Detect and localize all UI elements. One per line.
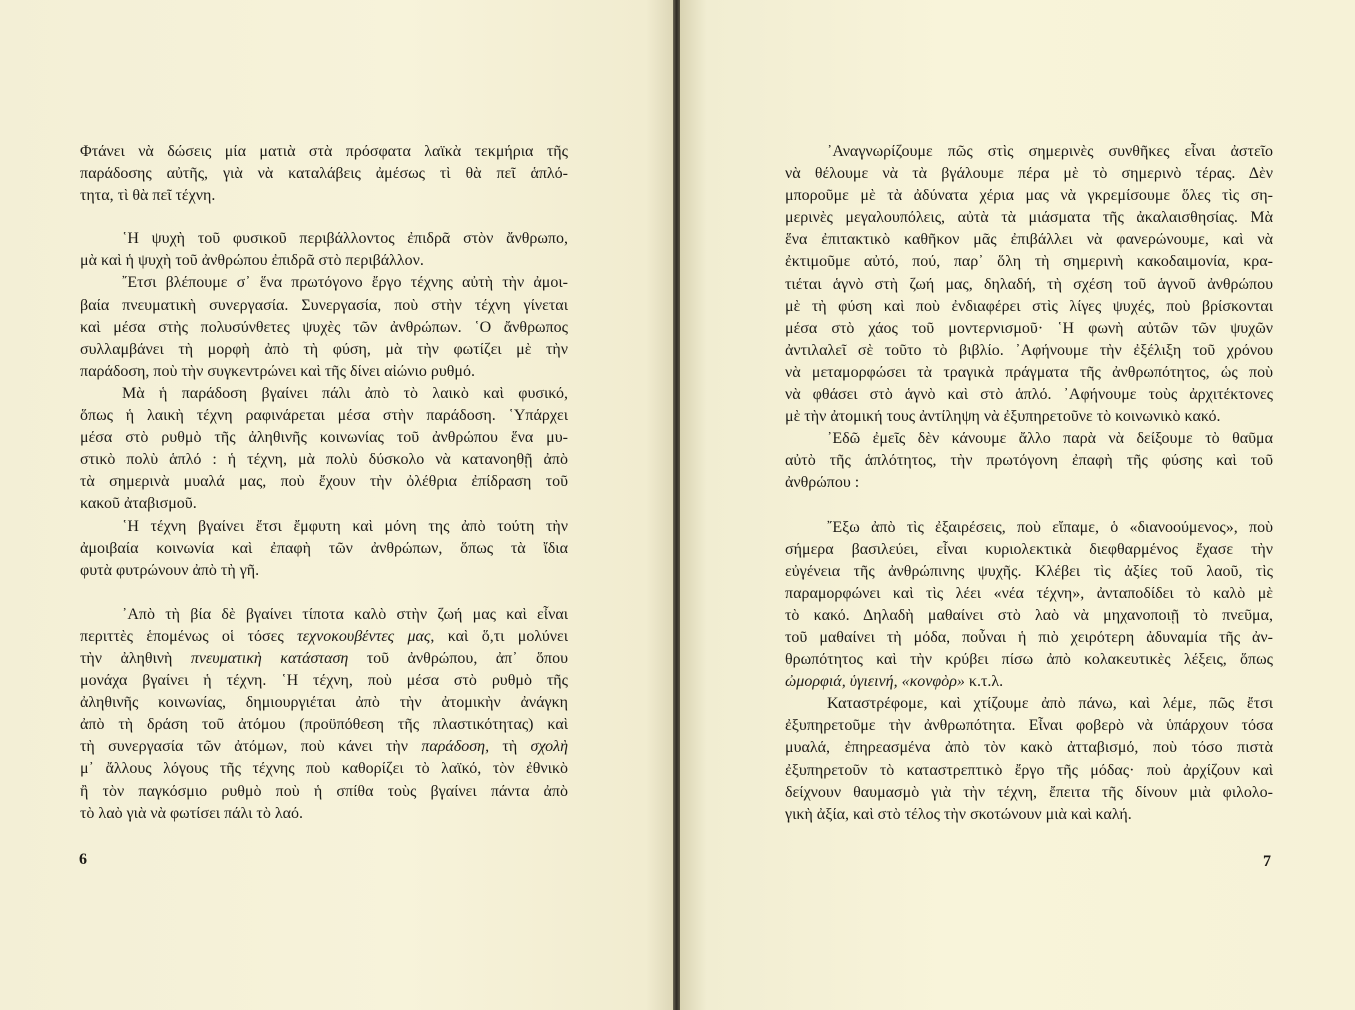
paragraph <box>785 517 1273 694</box>
text-line: μὲ τὴν ἀτομική τους ἀντίληψη νὰ ἐξυπηρετοῦνε τὸ κοινωνικὸ κακό. <box>785 408 1221 426</box>
paragraph <box>80 516 568 582</box>
text-line: μέσα στὸ ρυθμὸ τῆς ἀληθινῆς κοινωνίας τοῦ ἀνθρώπου ἕνα μυ- <box>80 429 568 447</box>
text-line: ἀπὸ τὴ δράση τοῦ ἀτόμου (προϋπόθεση τῆς πλαστικότητας) καὶ <box>80 716 568 734</box>
right-page <box>680 0 1355 1010</box>
text-line: μυαλά, ἐπηρεασμένα ἀπὸ τὸν κακὸ ἀτταβισμό, ποὺ τόσο πιστὰ <box>785 739 1273 757</box>
paragraph <box>80 604 568 825</box>
text-line: νὰ μεταμορφώσει τὰ τραγικὰ πράγματα τῆς ἀνθρωπότητος, ὡς ποὺ <box>785 363 1273 381</box>
text-line: θρωπότητος καὶ τὴν κρύβει πίσω ἀπὸ κολακευτικὲς λέξεις, ὅπως <box>785 651 1273 669</box>
paragraph <box>80 141 568 207</box>
text-line: ἀληθινῆς κοινωνίας, δημιουργιέται ἀπὸ τὴν ἀτομικὴν ἀνάγκη <box>80 694 568 712</box>
text-line: ῾Η τέχνη βγαίνει ἔτσι ἔμφυτη καὶ μόνη της ἀπὸ τούτη τὴν <box>122 517 568 535</box>
text-line: τητα, τὶ θὰ πεῖ τέχνη. <box>80 187 216 205</box>
text-line: ῎Εξω ἀπὸ τὶς ἐξαιρέσεις, ποὺ εἴπαμε, ὁ «διανοούμενος», ποὺ <box>827 518 1273 536</box>
paragraph <box>80 272 568 382</box>
text-line: ῎Ετσι βλέπουμε σ᾽ ἕνα πρωτόγονο ἔργο τέχνης αὐτὴ τὴν ἀμοι- <box>122 274 568 292</box>
text-line: μέσα στὸ χάος τοῦ μοντερνισμοῦ· ῾Η φωνὴ αὐτῶν τῶν ψυχῶν <box>785 319 1273 337</box>
text-line: βαία πνευματικὴ συνεργασία. Συνεργασία, ποὺ στὴν τέχνη γίνεται <box>80 296 568 314</box>
text-line: ἕνα ἐπιτακτικὸ καθῆκον μᾶς ἐπιβάλλει νὰ φανερώνουμε, καὶ νὰ <box>785 231 1273 249</box>
text-line: τὸ λαὸ γιὰ νὰ φωτίσει πάλι τὸ λαό. <box>80 804 303 822</box>
text-line: ᾽Απὸ τὴ βία δὲ βγαίνει τίποτα καλὸ στὴν ζωή μας καὶ εἶναι <box>122 605 568 623</box>
page-number: 7 <box>1263 853 1271 870</box>
text-segment: τὴ <box>489 738 531 756</box>
text-line: παράδοση, ποὺ τὴν συγκεντρώνει καὶ τῆς δίνει αἰώνιο ρυθμό. <box>80 362 475 380</box>
text-line: νὰ θέλουμε νὰ τὰ βγάλουμε πέρα μὲ τὸ σημερινὸ τέρας. Δὲν <box>785 165 1273 183</box>
text-line: μονάχα βγαίνει ἡ τέχνη. ῾Η τέχνη, ποὺ μέσα στὸ ρυθμὸ τῆς <box>80 672 568 690</box>
paragraph <box>785 428 1273 494</box>
text-line: ἀμοιβαία κοινωνία καὶ ἐπαφὴ τῶν ἀνθρώπων, ὅπως τὰ ἴδια <box>80 539 568 557</box>
text-line: συλλαμβάνει τὴ μορφὴ ἀπὸ τὴ φύση, μὰ τὴν φωτίζει μὲ τὴν <box>80 340 568 358</box>
text-line: καὶ μέσα στὴς πολυσύνθετες ψυχὲς τῶν ἀνθρώπων. ῾Ο ἄνθρωπος <box>80 318 568 336</box>
paragraph <box>80 228 568 272</box>
text-line: ἀνθρώπου : <box>785 474 860 492</box>
text-line: ᾽Αναγνωρίζουμε πῶς στὶς σημερινὲς συνθῆκες εἶναι ἀστεῖο <box>827 143 1273 160</box>
text-line: παραμορφώνει καὶ τὶς λέει «νέα τέχνη», ἀνταποδίδει τὸ καλὸ μὲ <box>785 584 1273 602</box>
text-line: κακοῦ ἀταβισμοῦ. <box>80 495 197 513</box>
text-line: στικὸ πολὺ ἁπλό : ἡ τέχνη, μὰ πολὺ δύσκολο νὰ κατανοηθῇ ἀπὸ <box>80 451 568 469</box>
text-segment: περιττὲς ἑπομένως οἱ τόσες <box>80 627 298 645</box>
text-line: παράδοσης αὐτῆς, γιὰ νὰ καταλάβεις ἀμέσως τὶ θὰ πεῖ ἁπλό- <box>80 165 568 183</box>
italic-text: παράδοση, <box>421 738 490 756</box>
italic-text: ὠμορφιά, ὑγιεινή, «κονφὸρ» <box>785 673 965 691</box>
text-line: Μὰ ἡ παράδοση βγαίνει πάλι ἀπὸ τὸ λαικὸ καὶ φυσικό, <box>122 384 568 402</box>
text-line: ἐξυπηρετοῦμε τὴν ἀνθρωπότητα. Εἶναι φοβερὸ νὰ ὑπάρχουν τόσα <box>785 717 1273 735</box>
paragraph <box>80 383 568 516</box>
right-page-text <box>785 141 1273 826</box>
left-page <box>0 0 673 1010</box>
text-line: Καταστρέφομε, καὶ χτίζουμε ἀπὸ πάνω, καὶ λέμε, πῶς ἔτσι <box>827 695 1273 713</box>
left-page-text <box>80 141 568 825</box>
text-line: τὸ κακό. Δηλαδὴ μαθαίνει στὸ λαὸ νὰ μηχανοποιῇ τὸ πνεῦμα, <box>785 606 1273 624</box>
paragraph <box>785 141 1273 428</box>
text-line: τιέται ἁγνὸ στὴ ζωή μας, δηλαδή, τὴ σχέση τοῦ ἁγνοῦ ἀνθρώπου <box>785 275 1273 293</box>
text-line: νὰ φθάσει στὸ ἁγνὸ καὶ στὸ ἁπλό. ᾽Αφήνουμε τοὺς ἀρχιτέκτονες <box>785 386 1273 404</box>
text-line: μὰ καὶ ἡ ψυχὴ τοῦ ἀνθρώπου ἐπιδρᾶ στὸ περιβάλλον. <box>80 252 424 270</box>
text-line: αὐτὸ τῆς ἁπλότητος, τὴν πρωτόγονη ἐπαφὴ τῆς φύσης καὶ τοῦ <box>785 452 1273 470</box>
book-gutter <box>673 0 680 1010</box>
text-line: φυτὰ φυτρώνουν ἀπὸ τὴ γῆ. <box>80 561 260 579</box>
text-line: σήμερα βασιλεύει, εἶναι κυριολεκτικὰ διεφθαρμένος ἔχασε τὴν <box>785 540 1273 558</box>
text-line: ἐξυπηρετοῦν τὸ καταστρεπτικὸ ἔργο τῆς μόδας· ποὺ ἀρχίζουν καὶ <box>785 761 1273 779</box>
text-segment: τὴ συνεργασία τῶν ἀτόμων, ποὺ κάνει τὴν <box>80 738 422 756</box>
text-line: ὅπως ἡ λαικὴ τέχνη ραφινάρεται μέσα στὴν παράδοση. ῾Υπάρχει <box>80 407 568 425</box>
text-segment: τὴν ἀληθινὴ <box>80 649 191 667</box>
text-line: ᾽Εδῶ ἐμεῖς δὲν κάνουμε ἄλλο παρὰ νὰ δείξουμε τὸ θαῦμα <box>827 430 1273 448</box>
text-line: μερινὲς μεγαλουπόλεις, αὐτὰ τὰ μιάσματα τῆς ἀκαλαισθησίας. Μὰ <box>785 209 1273 227</box>
text-segment: , καὶ ὅ,τι μολύνει <box>430 627 569 645</box>
text-line: Φτάνει νὰ δώσεις μία ματιὰ στὰ πρόσφατα λαϊκὰ τεκμήρια τῆς <box>80 143 568 160</box>
text-line: μ᾽ ἄλλους λόγους τῆς τέχνης ποὺ καθορίζει τὸ λαϊκό, τὸν ἐθνικὸ <box>80 760 568 778</box>
text-line <box>80 648 568 670</box>
text-line: μὲ τὴ φύση καὶ ποὺ ἐνδιαφέρει στὶς λίγες ψυχές, ποὺ βρίσκονται <box>785 297 1273 315</box>
text-line: ἀντιλαλεῖ σὲ τοῦτο τὸ βιβλίο. ᾽Αφήνουμε τὴν ἐξέλιξη τοῦ χρόνου <box>785 341 1273 359</box>
text-line: εὐγένεια τῆς ἀνθρώπινης ψυχῆς. Κλέβει τὶς ἀξίες τοῦ λαοῦ, τὶς <box>785 562 1273 580</box>
text-line <box>80 736 568 758</box>
text-line <box>80 626 568 648</box>
italic-text: πνευματικὴ κατάσταση <box>190 649 349 667</box>
text-line: τοῦ μαθαίνει τὴ μόδα, ποὖναι ἡ πιὸ χειρότερη ἀδυναμία τῆς ἀν- <box>785 628 1273 646</box>
italic-text: σχολὴ <box>530 738 569 756</box>
italic-text: τεχνοκουβέντες μας <box>297 627 431 645</box>
text-line: τὰ σημερινὰ μυαλά μας, ποὺ ἔχουν τὴν ὀλέθρια ἐπίδραση τοῦ <box>80 473 568 491</box>
text-line <box>785 671 1273 693</box>
text-segment: κ.τ.λ. <box>964 673 1004 691</box>
page-number: 6 <box>79 851 87 868</box>
text-line: γικὴ ἀξία, καὶ στὸ τέλος τὴν σκοτώνουν μιὰ καὶ καλή. <box>785 805 1132 823</box>
text-line: ἢ τὸν παγκόσμιο ρυθμὸ ποὺ ἡ σπίθα τοὺς βγαίνει πάντα ἀπὸ <box>80 782 568 800</box>
text-segment: τοῦ ἀνθρώπου, ἀπ᾽ ὅπου <box>348 649 568 667</box>
text-line: ἐκτιμοῦμε αὐτό, πού, παρ᾽ ὅλη τὴ σημερινὴ κακοδαιμονία, κρα- <box>785 253 1273 271</box>
text-line: μποροῦμε μὲ τὰ ἀδύνατα χέρια μας νὰ γκρεμίσουμε ὅλες τὶς ση- <box>785 187 1273 205</box>
text-line: ῾Η ψυχὴ τοῦ φυσικοῦ περιβάλλοντος ἐπιδρᾶ στὸν ἄνθρωπο, <box>122 230 568 248</box>
paragraph <box>785 693 1273 826</box>
text-line: δείχνουν θαυμασμὸ γιὰ τὴν τέχνη, ἔπειτα τῆς δίνουν μιὰ φιλολο- <box>785 783 1273 801</box>
